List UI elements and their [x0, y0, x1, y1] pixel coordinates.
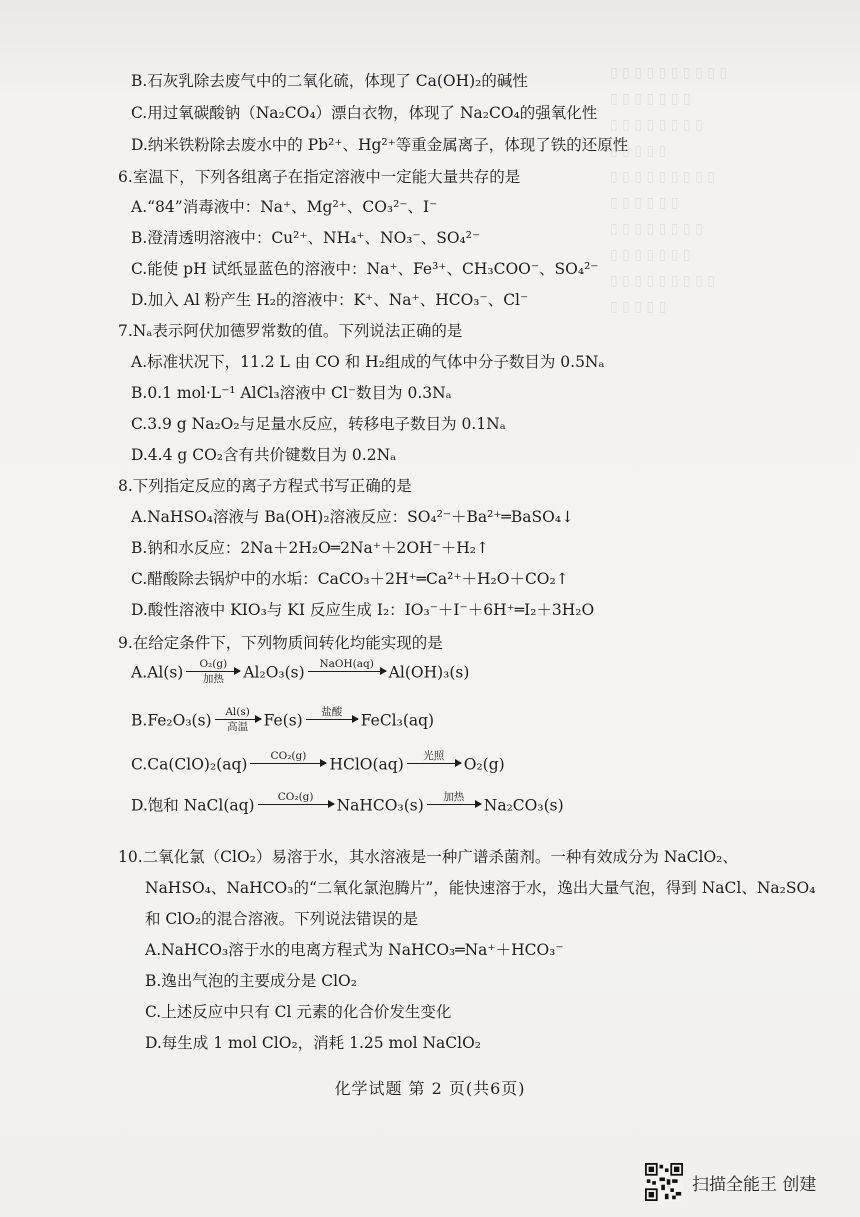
- reaction-arrow: [186, 658, 240, 685]
- question-line-l15: A.NaHSO₄溶液与 Ba(OH)₂溶液反应：SO₄²⁻＋Ba²⁺═BaSO₄↓: [131, 508, 575, 526]
- arrow-shaft-icon: [250, 763, 326, 764]
- formula-species: O₂(g): [463, 755, 505, 774]
- question-line-l7: C.能使 pH 试纸显蓝色的溶液中：Na⁺、Fe³⁺、CH₃COO⁻、SO₄²⁻: [131, 260, 599, 278]
- arrow-shaft-icon: [258, 804, 334, 805]
- qr-code-icon: [645, 1163, 683, 1201]
- arrow-condition-below: 加热: [202, 673, 224, 685]
- formula-species: A.Al(s): [131, 663, 184, 682]
- question-line-l4: 6.室温下，下列各组离子在指定溶液中一定能大量共存的是: [118, 168, 521, 186]
- reaction-arrow: [308, 658, 386, 685]
- reaction-arrow: [215, 706, 261, 733]
- arrow-shaft-icon: [186, 671, 240, 672]
- formula-species: Al₂O₃(s): [243, 663, 305, 682]
- formula-species: NaHCO₃(s): [336, 796, 424, 815]
- question-line-l23: 和 ClO₂的混合溶液。下列说法错误的是: [145, 910, 419, 928]
- question-line-l2: C.用过氧碳酸钠（Na₂CO₄）漂白衣物，体现了 Na₂CO₄的强氧化性: [131, 104, 598, 122]
- arrow-condition-above: NaOH(aq): [319, 658, 374, 670]
- scanner-watermark: 扫描全能王 创建: [692, 1175, 817, 1195]
- question-line-l26: C.上述反应中只有 Cl 元素的化合价发生变化: [145, 1003, 452, 1021]
- question-line-l11: B.0.1 mol·L⁻¹ AlCl₃溶液中 Cl⁻数目为 0.3Nₐ: [131, 384, 452, 402]
- reaction-arrow: [407, 750, 461, 777]
- formula-species: HClO(aq): [329, 755, 404, 774]
- q9-option-A: [131, 660, 469, 687]
- q9-option-C: [131, 752, 505, 779]
- question-line-l8: D.加入 Al 粉产生 H₂的溶液中：K⁺、Na⁺、HCO₃⁻、Cl⁻: [131, 291, 529, 309]
- q9-option-B: [131, 708, 434, 735]
- q9-option-D: [131, 793, 564, 820]
- arrow-condition-below: 高温: [227, 721, 249, 733]
- question-line-l9: 7.Nₐ表示阿伏加德罗常数的值。下列说法正确的是: [118, 322, 463, 340]
- arrow-condition-above: Al(s): [225, 706, 250, 718]
- reaction-arrow: [306, 706, 358, 733]
- arrow-condition-above: CO₂(g): [270, 750, 307, 762]
- bleed-through-text: ▯ ▯ ▯ ▯ ▯ ▯ ▯ ▯ ▯ ▯ ▯ ▯ ▯ ▯ ▯ ▯ ▯ ▯ ▯ ▯ ▯ ▯ ▯ ▯ ▯ ▯ ▯ ▯ ▯ ▯ ▯ ▯ ▯ ▯ ▯ ▯ ▯ ▯ ▯ ▯ ▯ ▯ ▯ ▯ ▯ ▯ ▯ ▯ ▯ ▯ ▯ ▯ ▯ ▯ ▯ ▯ ▯ ▯ ▯ ▯ ▯ ▯ ▯ ▯ ▯ ▯ ▯ ▯ ▯ ▯ ▯ ▯ ▯ ▯: [610, 65, 728, 315]
- arrow-condition-above: 盐酸: [321, 706, 343, 718]
- question-line-l10: A.标准状况下，11.2 L 由 CO 和 H₂组成的气体中分子数目为 0.5Nₐ: [131, 353, 605, 371]
- question-line-l13: D.4.4 g CO₂含有共价键数目为 0.2Nₐ: [131, 446, 397, 464]
- arrow-shaft-icon: [427, 804, 481, 805]
- question-line-l21: 10.二氧化氯（ClO₂）易溶于水，其水溶液是一种广谱杀菌剂。一种有效成分为 NaClO₂、: [118, 848, 738, 866]
- question-line-l17: C.醋酸除去锅炉中的水垢：CaCO₃＋2H⁺═Ca²⁺＋H₂O＋CO₂↑: [131, 570, 569, 588]
- question-line-l25: B.逸出气泡的主要成分是 ClO₂: [145, 972, 357, 990]
- question-line-l3: D.纳米铁粉除去废水中的 Pb²⁺、Hg²⁺等重金属离子，体现了铁的还原性: [131, 136, 629, 154]
- formula-species: D.饱和 NaCl(aq): [131, 796, 255, 815]
- page-footer: 化学试题 第 2 页(共6页): [334, 1079, 526, 1098]
- reaction-arrow: [258, 791, 334, 818]
- question-line-l1: B.石灰乳除去废气中的二氧化硫，体现了 Ca(OH)₂的碱性: [131, 72, 528, 90]
- reaction-arrow: [427, 791, 481, 818]
- question-line-l18: D.酸性溶液中 KIO₃与 KI 反应生成 I₂：IO₃⁻＋I⁻＋6H⁺═I₂＋3H₂O: [131, 601, 595, 619]
- question-line-l12: C.3.9 g Na₂O₂与足量水反应，转移电子数目为 0.1Nₐ: [131, 415, 506, 433]
- arrow-condition-above: 光照: [423, 750, 445, 762]
- reaction-arrow: [250, 750, 326, 777]
- question-line-l16: B.钠和水反应：2Na＋2H₂O═2Na⁺＋2OH⁻＋H₂↑: [131, 539, 489, 557]
- question-line-l14: 8.下列指定反应的离子方程式书写正确的是: [118, 477, 412, 495]
- formula-species: B.Fe₂O₃(s): [131, 711, 212, 730]
- arrow-condition-above: O₂(g): [199, 658, 228, 670]
- arrow-shaft-icon: [308, 671, 386, 672]
- question-line-l5: A.“84”消毒液中：Na⁺、Mg²⁺、CO₃²⁻、I⁻: [131, 198, 438, 216]
- formula-species: Fe(s): [263, 711, 303, 730]
- question-line-l6: B.澄清透明溶液中：Cu²⁺、NH₄⁺、NO₃⁻、SO₄²⁻: [131, 229, 481, 247]
- arrow-condition-above: CO₂(g): [277, 791, 314, 803]
- arrow-condition-above: 加热: [443, 791, 465, 803]
- arrow-shaft-icon: [306, 719, 358, 720]
- formula-species: Na₂CO₃(s): [483, 796, 564, 815]
- question-line-l22: NaHSO₄、NaHCO₃的“二氧化氯泡腾片”，能快速溶于水，逸出大量气泡，得到 NaCl、Na₂SO₄: [145, 879, 816, 897]
- formula-species: C.Ca(ClO)₂(aq): [131, 755, 248, 774]
- arrow-shaft-icon: [215, 719, 261, 720]
- formula-species: Al(OH)₃(s): [388, 663, 470, 682]
- question-line-l24: A.NaHCO₃溶于水的电离方程式为 NaHCO₃═Na⁺＋HCO₃⁻: [145, 941, 564, 959]
- question-line-l19: 9.在给定条件下，下列物质间转化均能实现的是: [118, 634, 443, 652]
- question-line-l27: D.每生成 1 mol ClO₂，消耗 1.25 mol NaClO₂: [145, 1034, 481, 1052]
- formula-species: FeCl₃(aq): [360, 711, 435, 730]
- arrow-shaft-icon: [407, 763, 461, 764]
